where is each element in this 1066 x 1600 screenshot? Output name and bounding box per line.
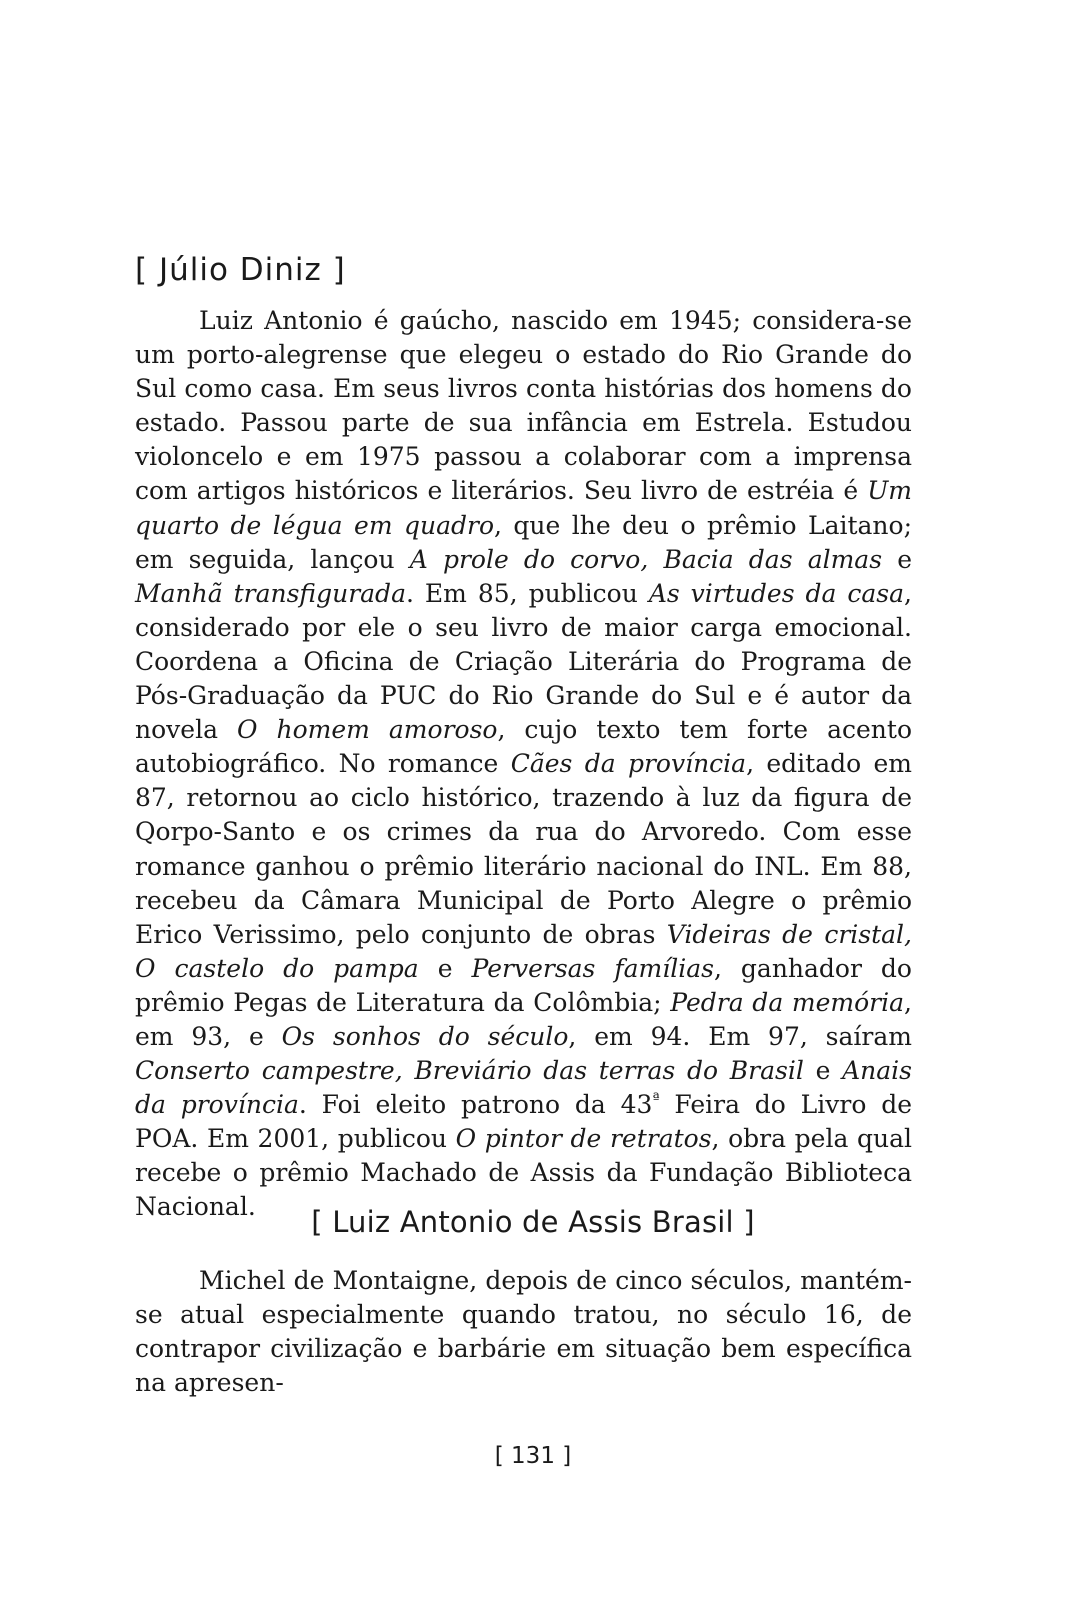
text-run: e — [803, 1056, 843, 1086]
italic-title: Pedra da memória — [670, 987, 905, 1017]
italic-title: O pintor de retratos — [455, 1124, 712, 1154]
text-run: , em 94. Em 97, saíram — [568, 1021, 912, 1051]
text-run: , que lhe deu o prêmio Laitano; em seguida, lançou — [135, 510, 912, 574]
italic-title: As virtudes da casa — [648, 578, 905, 608]
text-run: e — [418, 953, 472, 983]
italic-title: Anais da província — [135, 1056, 912, 1120]
italic-title: Videiras de cristal, O castelo do pampa — [135, 919, 912, 983]
ordinal-superscript: ª — [652, 1089, 660, 1108]
body-paragraph-1 — [135, 304, 912, 1225]
italic-title: Manhã transfigurada — [135, 578, 406, 608]
body-paragraph-2: Michel de Montaigne, depois de cinco séculos, mantém-se atual especialmente quando tratou, no século 16, de contrapor civilização e barbárie em situação bem específica na apresen- — [135, 1266, 912, 1398]
text-run: , considerado por ele o seu livro de maior carga emocional. Coordena a Oficina de Criação Literária do Programa de Pós-Graduação da PUC do Rio Grande do Sul e é autor da novela — [135, 578, 912, 745]
body-paragraph-2-block — [135, 1264, 912, 1400]
text-run: Feira do Livro de POA. Em 2001, publicou — [135, 1090, 912, 1154]
text-run: , editado em 87, retornou ao ciclo histórico, trazendo à luz da figura de Qorpo-Santo e os crimes da rua do Arvoredo. Com esse romance ganhou o prêmio literário nacional do INL. Em 88, recebeu da Câmara Municipal de Porto Alegre o prêmio Erico Verissimo, pelo conjunto de obras — [135, 749, 912, 949]
italic-title: Um quarto de légua em quadro — [135, 476, 912, 540]
page-number: [ 131 ] — [494, 1443, 572, 1469]
italic-title: O homem amoroso — [237, 715, 498, 745]
author-heading: [ Júlio Diniz ] — [135, 252, 346, 288]
text-run: , ganhador do prêmio Pegas de Literatura da Colômbia; — [135, 953, 912, 1017]
text-run: . Foi eleito patrono da 43 — [298, 1090, 653, 1120]
italic-title: Conserto campestre, Breviário das terras do Brasil — [135, 1056, 804, 1086]
italic-title: Cães da província — [510, 749, 747, 779]
text-run: . Em 85, publicou — [405, 578, 649, 608]
text-run: , obra pela qual recebe o prêmio Machado de Assis da Fundação Biblioteca Nacional. — [135, 1124, 913, 1222]
body-paragraph-1-block — [135, 304, 912, 1225]
italic-title: Perversas famílias — [471, 953, 714, 983]
subject-heading: [ Luiz Antonio de Assis Brasil ] — [311, 1205, 755, 1239]
italic-title: A prole do corvo, Bacia das almas — [409, 544, 883, 574]
italic-title: Os sonhos do século — [281, 1021, 569, 1051]
text-run: , cujo texto tem forte acento autobiográfico. No romance — [135, 715, 913, 779]
text-run: Luiz Antonio é gaúcho, nascido em 1945; considera-se um porto-alegrense que elegeu o estado do Rio Grande do Sul como casa. Em seus livros conta histórias dos homens do estado. Passou parte de sua infância em Estrela. Estudou violoncelo e em 1975 passou a colaborar com a imprensa com artigos históricos e literários. Seu livro de estréia é — [135, 306, 912, 506]
text-run: , em 93, e — [135, 987, 912, 1051]
text-run: e — [882, 544, 913, 574]
